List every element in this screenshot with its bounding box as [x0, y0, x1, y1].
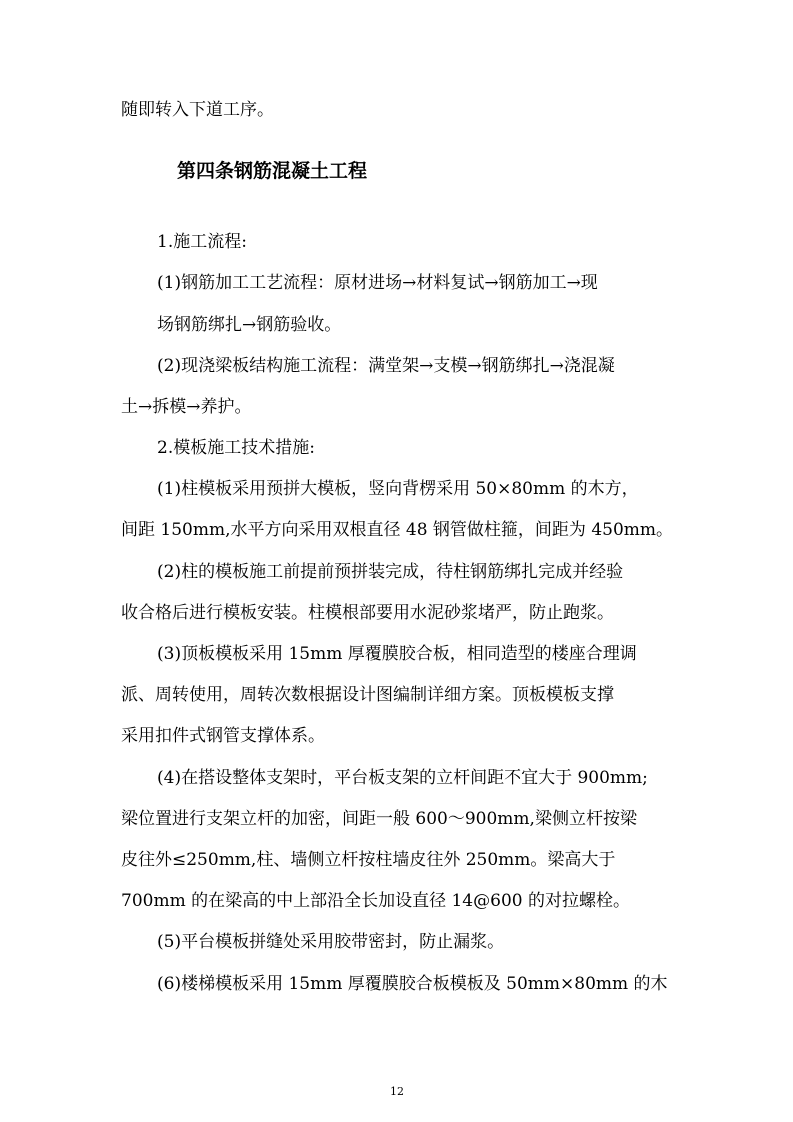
text-line: 700mm 的在梁高的中上部沿全长加设直径 14@600 的对拉螺栓。	[121, 891, 630, 911]
text-line: 采用扣件式钢管支撑体系。	[121, 726, 325, 746]
text-line: 场钢筋绑扎→钢筋验收。	[157, 315, 342, 335]
text-line: (6)楼梯模板采用 15mm 厚覆膜胶合板模板及 50mm×80mm 的木	[157, 974, 668, 994]
text-line: 收合格后进行模板安装。柱模根部要用水泥砂浆堵严，防止跑浆。	[121, 603, 614, 623]
page-number: 12	[390, 1085, 404, 1098]
text-line: 2.模板施工技术措施:	[157, 438, 315, 458]
text-line: 1.施工流程:	[157, 232, 247, 252]
text-line: 间距 150mm,水平方向采用双根直径 48 钢管做柱箍，间距为 450mm。	[121, 520, 674, 540]
text-line: (5)平台模板拼缝处采用胶带密封，防止漏浆。	[157, 932, 505, 952]
text-line: (3)顶板模板采用 15mm 厚覆膜胶合板，相同造型的楼座合理调	[157, 644, 637, 664]
text-line: 派、周转使用，周转次数根据设计图编制详细方案。顶板模板支撑	[121, 685, 614, 705]
text-line: (4)在搭设整体支架时，平台板支架的立杆间距不宜大于 900mm;	[157, 768, 648, 788]
text-line: 皮往外≤250mm,柱、墙侧立杆按柱墙皮往外 250mm。梁高大于	[121, 850, 616, 870]
text-line: (2)柱的模板施工前提前预拼装完成，待柱钢筋绑扎完成并经验	[157, 562, 624, 582]
text-line: (2)现浇梁板结构施工流程：满堂架→支模→钢筋绑扎→浇混凝	[157, 356, 615, 376]
text-line: 梁位置进行支架立杆的加密，间距一般 600～900mm,梁侧立杆按梁	[121, 809, 637, 829]
section-heading: 第四条钢筋混凝土工程	[177, 160, 368, 182]
text-line: 随即转入下道工序。	[121, 100, 274, 120]
text-line: 土→拆模→养护。	[121, 397, 252, 417]
text-line: (1)钢筋加工工艺流程：原材进场→材料复试→钢筋加工→现	[157, 273, 598, 293]
text-line: (1)柱模板采用预拼大模板，竖向背楞采用 50×80mm 的木方，	[157, 479, 639, 499]
